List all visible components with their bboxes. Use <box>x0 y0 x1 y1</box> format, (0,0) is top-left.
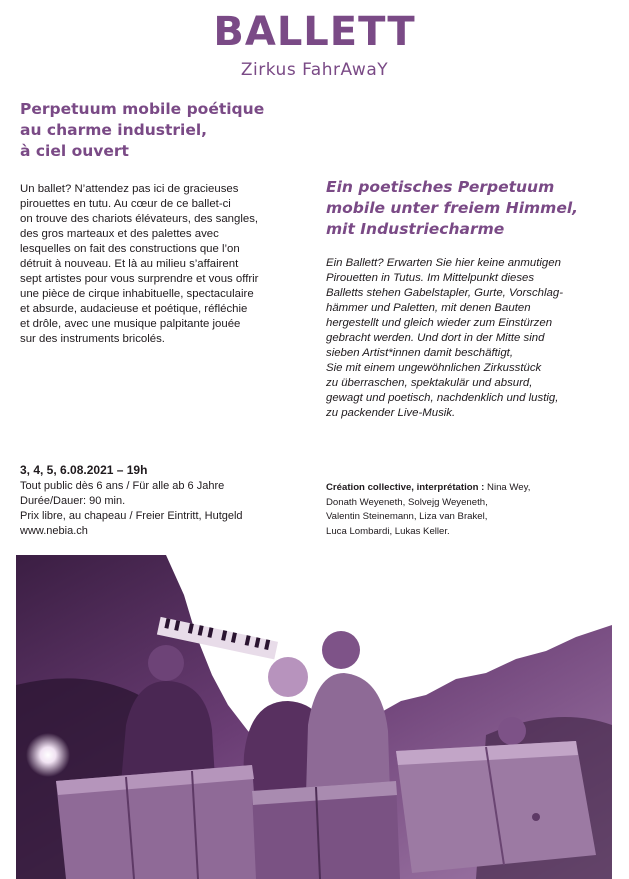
french-body-line: et absurde, audacieuse et poétique, réfléchie <box>20 303 248 315</box>
credits-line: Donath Weyeneth, Solvejg Weyeneth, <box>326 496 488 508</box>
french-body-line: pirouettes en tutu. Au cœur de ce ballet-ci <box>20 198 231 210</box>
german-body <box>326 256 622 421</box>
french-heading-line: à ciel ouvert <box>20 142 129 160</box>
german-body-line: zu packender Live-Musik. <box>326 407 456 419</box>
french-body-line: des gros marteaux et des palettes avec <box>20 228 219 240</box>
french-body-line: lesquelles on fait des constructions que l’on <box>20 243 240 255</box>
german-body-line: hergestellt und gleich wieder zum Einstürzen <box>326 317 553 329</box>
french-body-line: détruit à nouveau. Et là au milieu s’affairent <box>20 258 239 270</box>
german-body-line: hämmer und Paletten, mit denen Bauten <box>326 302 531 314</box>
page-title: BALLETT <box>213 9 416 55</box>
french-heading-line: Perpetuum mobile poétique <box>20 100 265 118</box>
german-body-line: Pirouetten in Tutus. Im Mittelpunkt dieses <box>326 272 535 284</box>
event-info <box>20 463 310 539</box>
credits <box>326 481 622 539</box>
credits-label: Création collective, interprétation : <box>326 482 485 493</box>
german-body-line: sieben Artist*innen damit beschäftigt, <box>326 347 513 359</box>
german-body-line: gewagt und poetisch, nachdenklich und lustig, <box>326 392 559 404</box>
french-heading-line: au charme industriel, <box>20 121 208 139</box>
french-heading <box>20 99 320 162</box>
credits-first-line <box>326 481 622 496</box>
french-body-line: Un ballet? N’attendez pas ici de gracieuses <box>20 183 239 195</box>
french-body <box>20 182 315 347</box>
german-heading-line: Ein poetisches Perpetuum <box>326 178 555 196</box>
event-duration: Durée/Dauer: 90 min. <box>20 495 126 507</box>
page-subtitle: Zirkus FahrAwaY <box>240 60 389 80</box>
event-date: 3, 4, 5, 6.08.2021 – 19h <box>20 463 148 477</box>
event-price: Prix libre, au chapeau / Freier Eintritt, Hutgeld <box>20 510 243 522</box>
credits-names: Nina Wey, <box>484 482 531 493</box>
french-body-line: une pièce de cirque inhabituelle, spectaculaire <box>20 288 254 300</box>
event-website-link[interactable]: www.nebia.ch <box>20 525 88 537</box>
credits-line: Valentin Steinemann, Liza van Brakel, <box>326 511 488 522</box>
french-body-line: sept artistes pour vous surprendre et vous offrir <box>20 273 259 285</box>
german-body-line: Ein Ballett? Erwarten Sie hier keine anmutigen <box>326 257 561 269</box>
credits-line: Luca Lombardi, Lukas Keller. <box>326 525 450 537</box>
german-body-line: gebracht werden. Und dort in der Mitte sind <box>326 332 545 344</box>
french-body-line: et drôle, avec une musique palpitante jouée <box>20 318 241 330</box>
german-body-line: Balletts stehen Gabelstapler, Gurte, Vorschlag- <box>326 287 564 299</box>
german-heading-line: mobile unter freiem Himmel, <box>326 199 579 217</box>
german-body-line: Sie mit einem ungewöhnlichen Zirkusstück <box>326 362 542 374</box>
spotlight <box>26 733 70 777</box>
german-heading-line: mit Industriecharme <box>326 220 505 238</box>
french-body-line: on trouve des chariots élévateurs, des sangles, <box>20 213 259 225</box>
french-body-line: sur des instruments bricolés. <box>20 333 165 345</box>
german-heading <box>326 177 622 240</box>
german-body-line: zu überraschen, spektakulär und absurd, <box>326 377 533 389</box>
event-audience: Tout public dès 6 ans / Für alle ab 6 Jahre <box>20 480 225 492</box>
performance-photo <box>16 555 612 879</box>
